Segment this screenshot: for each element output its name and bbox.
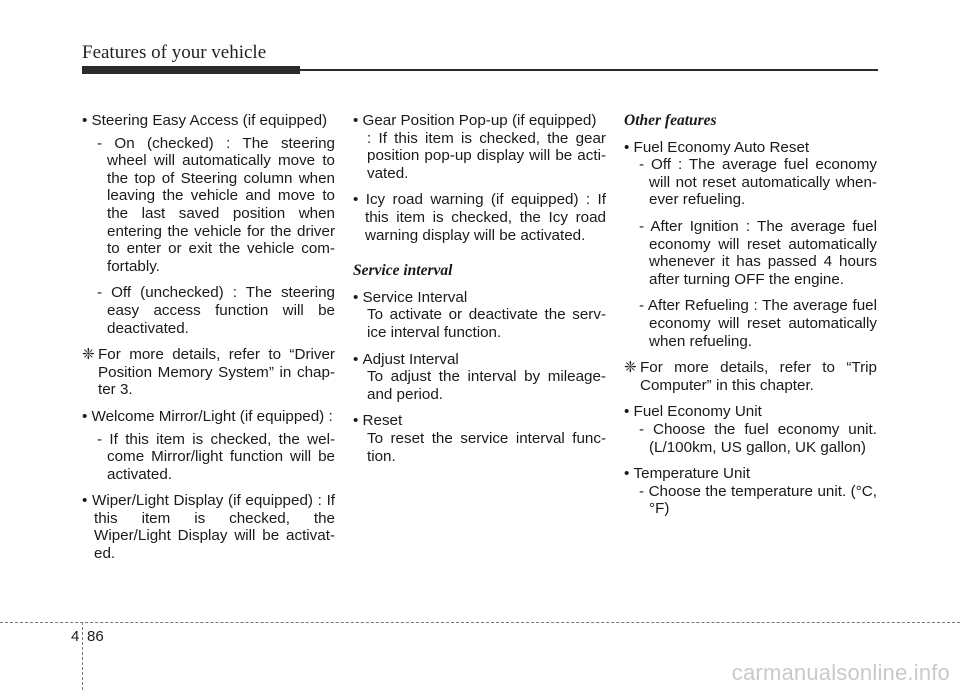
gear-position-description: : If this item is checked, the gear position pop-up display will be acti-vated. bbox=[367, 129, 606, 182]
note-text: For more details, refer to “Driver Position Memory System” in chap-ter 3. bbox=[98, 346, 335, 399]
fuel-economy-unit-description: - Choose the fuel economy unit. (L/100km, US gallon, UK gallon) bbox=[639, 420, 877, 456]
bullet-fuel-economy-unit: • Fuel Economy Unit bbox=[624, 403, 877, 421]
adjust-interval-description: To adjust the interval by mileage-and period. bbox=[367, 368, 606, 403]
footer-dashed-line bbox=[0, 622, 960, 623]
bullet-icy-road-warning: • Icy road warning (if equipped) : If this item is checked, the Icy road warning display will be activated. bbox=[353, 191, 606, 244]
column-left bbox=[82, 112, 335, 572]
bullet-wiper-light-display: • Wiper/Light Display (if equipped) : If this item is checked, the Wiper/Light Display will be activat-ed. bbox=[82, 492, 335, 562]
header-rule-thick bbox=[82, 66, 300, 74]
header-rule-thin bbox=[300, 69, 878, 71]
column-right bbox=[624, 112, 877, 527]
bullet-welcome-mirror: • Welcome Mirror/Light (if equipped) : bbox=[82, 408, 335, 426]
bullet-adjust-interval: • Adjust Interval bbox=[353, 351, 606, 369]
bullet-temperature-unit: • Temperature Unit bbox=[624, 465, 877, 483]
page-chapter-number: 4 bbox=[71, 628, 80, 645]
welcome-mirror-description: - If this item is checked, the wel-come Mirror/light function will be activated. bbox=[97, 430, 335, 483]
note-driver-position-memory bbox=[82, 346, 335, 399]
steering-off-description: - Off (unchecked) : The steering easy access function will be deactivated. bbox=[97, 284, 335, 337]
section-heading-other-features: Other features bbox=[624, 112, 717, 129]
service-interval-description: To activate or deactivate the serv-ice interval function. bbox=[367, 306, 606, 341]
bullet-reset: • Reset bbox=[353, 412, 606, 430]
note-mark-icon: ❈ bbox=[624, 359, 637, 377]
fuel-reset-after-ignition-description: - After Ignition : The average fuel economy will reset automatically whenever it has passed 4 hours after turning OFF the engine. bbox=[639, 217, 877, 288]
fuel-reset-after-refueling-description: - After Refueling : The average fuel economy will reset automatically when refueling. bbox=[639, 297, 877, 350]
watermark: carmanualsonline.info bbox=[731, 660, 950, 685]
note-text: For more details, refer to “Trip Computer” in this chapter. bbox=[640, 359, 877, 394]
page-number: 86 bbox=[87, 628, 104, 645]
note-mark-icon: ❈ bbox=[82, 346, 95, 364]
footer-dashed-vertical-line bbox=[82, 622, 83, 690]
bullet-steering-easy-access: • Steering Easy Access (if equipped) bbox=[82, 112, 335, 130]
note-trip-computer bbox=[624, 359, 877, 394]
fuel-reset-off-description: - Off : The average fuel economy will not reset automatically when-ever refueling. bbox=[639, 156, 877, 209]
steering-on-description: - On (checked) : The steering wheel will automatically move to the top of Steering column when leaving the vehicle and move to the last saved position when entering the vehicle for the driver to enter or exit the vehicle com-fortably. bbox=[97, 134, 335, 275]
bullet-fuel-economy-auto-reset: • Fuel Economy Auto Reset bbox=[624, 139, 877, 157]
temperature-unit-description: - Choose the temperature unit. (°C,°F) bbox=[639, 482, 877, 518]
bullet-gear-position-popup: • Gear Position Pop-up (if equipped) bbox=[353, 112, 606, 130]
bullet-service-interval: • Service Interval bbox=[353, 289, 606, 307]
column-middle bbox=[353, 112, 606, 474]
page-header-title: Features of your vehicle bbox=[82, 42, 267, 63]
section-heading-service-interval: Service interval bbox=[353, 262, 453, 280]
reset-description: To reset the service interval func-tion. bbox=[367, 429, 606, 465]
